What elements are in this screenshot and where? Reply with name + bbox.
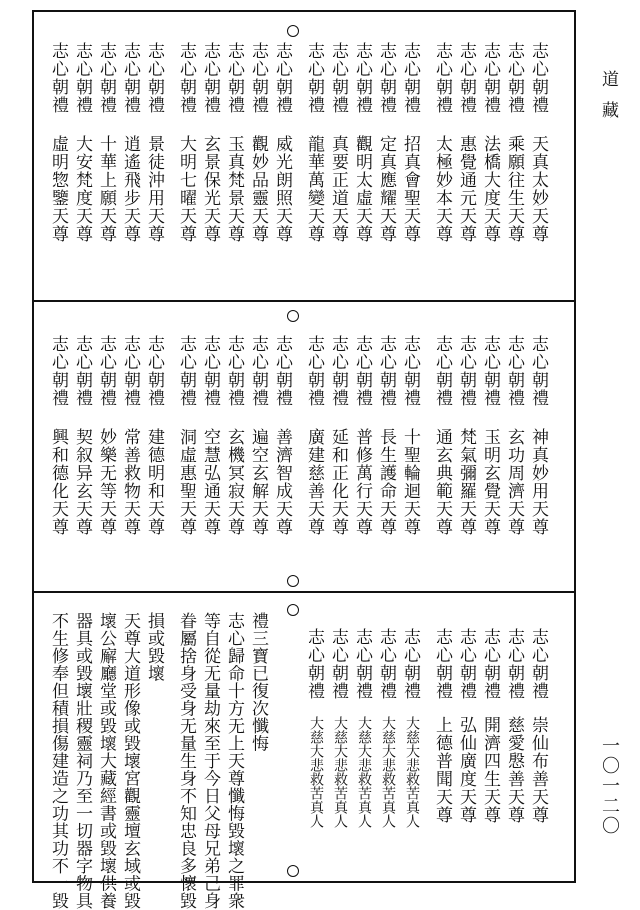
invocation-top: 志心朝禮: [72, 42, 92, 114]
invocation-top: 志心朝禮: [432, 42, 452, 114]
invocation-top: 志心朝禮: [352, 628, 372, 700]
invocation-top: 志心朝禮: [304, 42, 324, 114]
deity-name: 大慈大悲救苦真人: [380, 716, 396, 828]
invocation-top: 志心朝禮: [144, 42, 164, 114]
deity-name: 崇仙布善天尊: [528, 716, 548, 824]
invocation-top: 志心朝禮: [96, 335, 116, 407]
invocation-top: 志心朝禮: [304, 628, 324, 700]
deity-name: 大安梵度天尊: [72, 135, 92, 243]
deity-name: 景徒沖用天尊: [144, 135, 164, 243]
paragraph-line: 天尊大道形像或毀壞宮觀靈壇玄域或毀: [120, 612, 140, 910]
invocation-top: 志心朝禮: [224, 42, 244, 114]
deity-name: 玄功周濟天尊: [504, 428, 524, 536]
paragraph-line: 等自從无量劫來至于今日父母兄弟己身: [200, 612, 220, 910]
deity-name: 弘仙廣度天尊: [456, 716, 476, 824]
deity-name: 招真會聖天尊: [400, 135, 420, 243]
binding-hole-2: [287, 310, 299, 322]
invocation-top: 志心朝禮: [352, 42, 372, 114]
invocation-top: 志心朝禮: [328, 628, 348, 700]
binding-hole-4: [287, 604, 299, 616]
deity-name: 長生護命天尊: [376, 428, 396, 536]
invocation-top: 志心朝禮: [120, 42, 140, 114]
invocation-top: 志心朝禮: [376, 628, 396, 700]
invocation-top: 志心朝禮: [480, 42, 500, 114]
deity-name: 乘願往生天尊: [504, 135, 524, 243]
invocation-top: 志心朝禮: [248, 335, 268, 407]
paragraph-line: 眷屬捨身受身无量生身不知忠良多懷毀: [176, 612, 196, 910]
deity-name: 玉明玄覺天尊: [480, 428, 500, 536]
invocation-top: 志心朝禮: [480, 335, 500, 407]
deity-name: 大慈大悲救苦真人: [332, 716, 348, 828]
deity-name: 洞虛惠聖天尊: [176, 428, 196, 536]
deity-name: 惠覺通元天尊: [456, 135, 476, 243]
deity-name: 觀妙品靈天尊: [248, 135, 268, 243]
deity-name: 觀明太虛天尊: [352, 135, 372, 243]
page-number: 一〇一二〇: [599, 736, 620, 836]
deity-name: 建德明和天尊: [144, 428, 164, 536]
deity-name: 善濟智成天尊: [272, 428, 292, 536]
deity-name: 威光朗照天尊: [272, 135, 292, 243]
binding-hole-5: [287, 865, 299, 877]
invocation-top: 志心朝禮: [272, 42, 292, 114]
deity-name: 十聖輪迴天尊: [400, 428, 420, 536]
invocation-top: 志心朝禮: [248, 42, 268, 114]
invocation-top: 志心朝禮: [304, 335, 324, 407]
deity-name: 定真應耀天尊: [376, 135, 396, 243]
deity-name: 梵氣彌羅天尊: [456, 428, 476, 536]
deity-name: 真要正道天尊: [328, 135, 348, 243]
paragraph-line: 器具或毀壞壯稷靈祠乃至一切器字物具: [72, 612, 92, 910]
invocation-top: 志心朝禮: [376, 42, 396, 114]
invocation-top: 志心朝禮: [480, 628, 500, 700]
deity-name: 大明七曜天尊: [176, 135, 196, 243]
panel-divider-top: [32, 300, 576, 302]
panel-divider-bottom: [32, 591, 576, 593]
invocation-top: 志心朝禮: [176, 335, 196, 407]
deity-name: 廣建慈善天尊: [304, 428, 324, 536]
invocation-top: 志心朝禮: [400, 628, 420, 700]
binding-hole-3: [287, 575, 299, 587]
deity-name: 大慈大悲救苦真人: [356, 716, 372, 828]
paragraph-line: 損或毀壞: [144, 612, 164, 682]
deity-name: 延和正化天尊: [328, 428, 348, 536]
binding-hole-1: [287, 25, 299, 37]
invocation-top: 志心朝禮: [528, 335, 548, 407]
deity-name: 開濟四生天尊: [480, 716, 500, 824]
invocation-top: 志心朝禮: [400, 335, 420, 407]
deity-name: 普修萬行天尊: [352, 428, 372, 536]
deity-name: 虛明惣鑒天尊: [48, 135, 68, 243]
invocation-top: 志心朝禮: [400, 42, 420, 114]
deity-name: 上德普聞天尊: [432, 716, 452, 824]
invocation-top: 志心朝禮: [376, 335, 396, 407]
deity-name: 大慈大悲救苦真人: [308, 716, 324, 828]
invocation-top: 志心朝禮: [200, 42, 220, 114]
deity-name: 玄景保光天尊: [200, 135, 220, 243]
invocation-top: 志心朝禮: [272, 335, 292, 407]
deity-name: 天真太妙天尊: [528, 135, 548, 243]
invocation-top: 志心朝禮: [432, 335, 452, 407]
invocation-top: 志心朝禮: [328, 42, 348, 114]
invocation-top: 志心朝禮: [200, 335, 220, 407]
deity-name: 興和德化天尊: [48, 428, 68, 536]
invocation-top: 志心朝禮: [504, 335, 524, 407]
deity-name: 遍空玄解天尊: [248, 428, 268, 536]
invocation-top: 志心朝禮: [72, 335, 92, 407]
invocation-top: 志心朝禮: [144, 335, 164, 407]
deity-name: 契叙异玄天尊: [72, 428, 92, 536]
invocation-top: 志心朝禮: [456, 628, 476, 700]
invocation-top: 志心朝禮: [328, 335, 348, 407]
deity-name: 常善救物天尊: [120, 428, 140, 536]
deity-name: 玉真梵景天尊: [224, 135, 244, 243]
invocation-top: 志心朝禮: [504, 628, 524, 700]
invocation-top: 志心朝禮: [48, 42, 68, 114]
deity-name: 神真妙用天尊: [528, 428, 548, 536]
deity-name: 大慈大悲救苦真人: [404, 716, 420, 828]
paragraph-line: 壞公廨廳堂或毀壞大藏經書或毀壞供養: [96, 612, 116, 910]
deity-name: 龍華萬變天尊: [304, 135, 324, 243]
invocation-top: 志心朝禮: [48, 335, 68, 407]
deity-name: 妙樂无等天尊: [96, 428, 116, 536]
invocation-top: 志心朝禮: [456, 335, 476, 407]
deity-name: 慈愛慇善天尊: [504, 716, 524, 824]
deity-name: 太極妙本天尊: [432, 135, 452, 243]
deity-name: 空慧弘通天尊: [200, 428, 220, 536]
deity-name: 通玄典範天尊: [432, 428, 452, 536]
invocation-top: 志心朝禮: [432, 628, 452, 700]
deity-name: 玄機冥寂天尊: [224, 428, 244, 536]
deity-name: 十華上願天尊: [96, 135, 116, 243]
margin-title: 道藏: [598, 70, 618, 132]
deity-name: 逍遙飛步天尊: [120, 135, 140, 243]
invocation-top: 志心朝禮: [528, 42, 548, 114]
invocation-top: 志心朝禮: [352, 335, 372, 407]
invocation-top: 志心朝禮: [224, 335, 244, 407]
paragraph-line: 志心歸命十方无上天尊懺悔毀壞之罪衆: [224, 612, 244, 910]
invocation-top: 志心朝禮: [176, 42, 196, 114]
invocation-top: 志心朝禮: [504, 42, 524, 114]
invocation-top: 志心朝禮: [96, 42, 116, 114]
invocation-top: 志心朝禮: [528, 628, 548, 700]
invocation-top: 志心朝禮: [120, 335, 140, 407]
paragraph-line: 不生修奉但積損傷建造之功其功不一毀: [48, 612, 68, 910]
invocation-top: 志心朝禮: [456, 42, 476, 114]
deity-name: 法橋大度天尊: [480, 135, 500, 243]
section-heading: 禮三寶已復次懺悔: [248, 612, 268, 752]
